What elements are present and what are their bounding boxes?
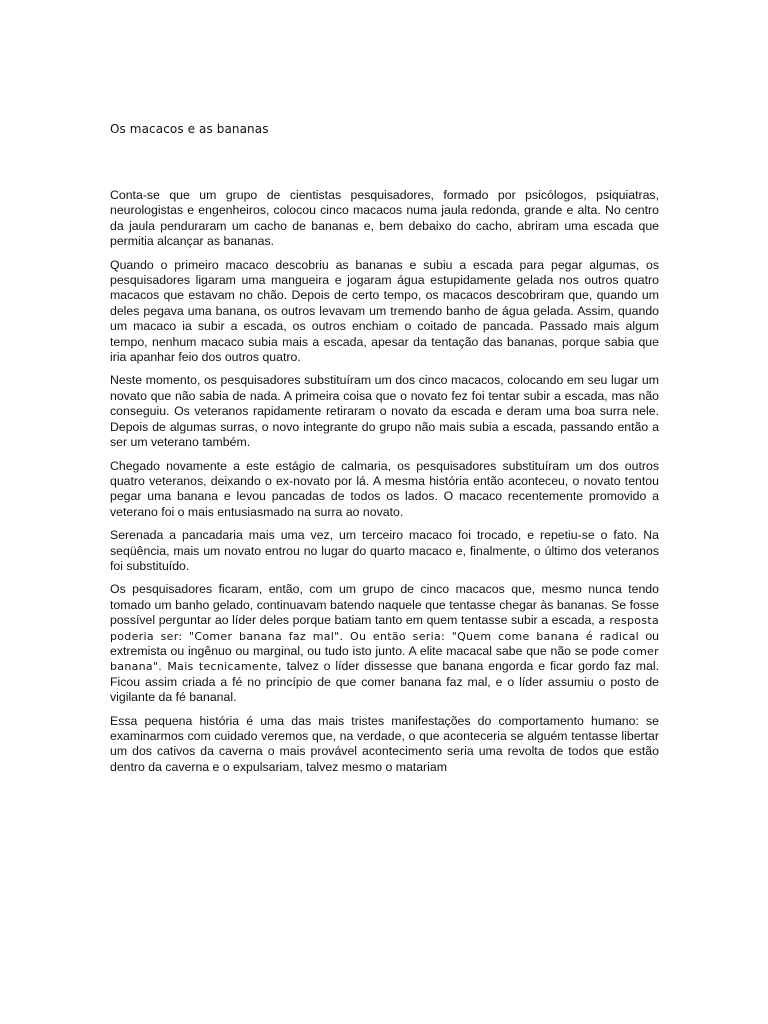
paragraph-4: Chegado novamente a este estágio de calmaria, os pesquisadores substituíram um dos outros quatro veteranos, deixando o ex-novato por lá. A mesma história então aconteceu, o novato tentou pegar uma banana e levou pancadas de todos os lados. O macaco recentemente promovido a veterano foi o mais entusiasmado na surra ao novato. <box>110 458 659 519</box>
document-body <box>110 188 659 783</box>
paragraph-6-part-1: Os pesquisadores ficaram, então, com um grupo de cinco macacos que, mesmo nunca tendo tomado um banho gelado, continuavam batendo naquele que tentasse chegar às bananas. Se fosse possível perguntar ao líder deles porque batiam tanto em quem tentasse subir a escada, <box>110 582 659 628</box>
paragraph-2: Quando o primeiro macaco descobriu as bananas e subiu a escada para pegar algumas, os pesquisadores ligaram uma mangueira e jogaram água estupidamente gelada nos outros quatro macacos que estavam no chão. Depois de certo tempo, os macacos descobriram que, quando um deles pegava uma banana, os outros levavam um tremendo banho de água gelada. Assim, quando um macaco ia subir a escada, os outros enchiam o coitado de pancada. Passado mais algum tempo, nenhum macaco subia mais a escada, apesar da tentação das bananas, porque sabia que iria apanhar feio dos outros quatro. <box>110 257 659 365</box>
paragraph-5: Serenada a pancadaria mais uma vez, um terceiro macaco foi trocado, e repetiu-se o fato. Na seqüência, mais um novato entrou no lugar do quarto macaco e, finalmente, o último dos veteranos foi substituído. <box>110 528 659 573</box>
paragraph-6 <box>110 582 659 705</box>
paragraph-6-quote-1: a resposta poderia ser: "Comer banana faz mal". Ou então seria: "Quem come banana é radical <box>110 614 660 643</box>
paragraph-6-part-5: talvez o líder dissesse que banana engorda e ficar gordo faz mal. Ficou assim criada a fé no princípio de que comer banana faz mal, e o líder assumiu o posto de vigilante da fé bananal. <box>110 659 659 705</box>
paragraph-3: Neste momento, os pesquisadores substituíram um dos cinco macacos, colocando em seu lugar um novato que não sabia de nada. A primeira coisa que o novato fez foi tentar subir a escada, mas não conseguiu. Os veteranos rapidamente retiraram o novato da escada e deram uma boa surra nele. Depois de algumas surras, o novo integrante do grupo não mais subia a escada, passando então a ser um veterano também. <box>110 373 659 450</box>
paragraph-7: Essa pequena história é uma das mais tristes manifestações do comportamento humano: se examinarmos com cuidado veremos que, na verdade, o que aconteceria se alguém tentasse libertar um dos cativos da caverna o mais provável acontecimento seria uma revolta de todos que estão dentro da caverna e o expulsariam, talvez mesmo o matariam <box>110 713 659 774</box>
paragraph-6-quote-2: comer banana". Mais tecnicamente, <box>110 644 659 674</box>
paragraph-6-part-3: ou extremista ou ingênuo ou marginal, ou tudo isto junto. A elite macacal sabe que não se pode <box>110 628 659 658</box>
page-title: Os macacos e as bananas <box>110 122 269 136</box>
paragraph-1: Conta-se que um grupo de cientistas pesquisadores, formado por psicólogos, psiquiatras, neurologistas e engenheiros, colocou cinco macacos numa jaula redonda, grande e alta. No centro da jaula penduraram um cacho de bananas e, bem debaixo do cacho, abriram uma escada que permitia alcançar as bananas. <box>110 188 659 249</box>
